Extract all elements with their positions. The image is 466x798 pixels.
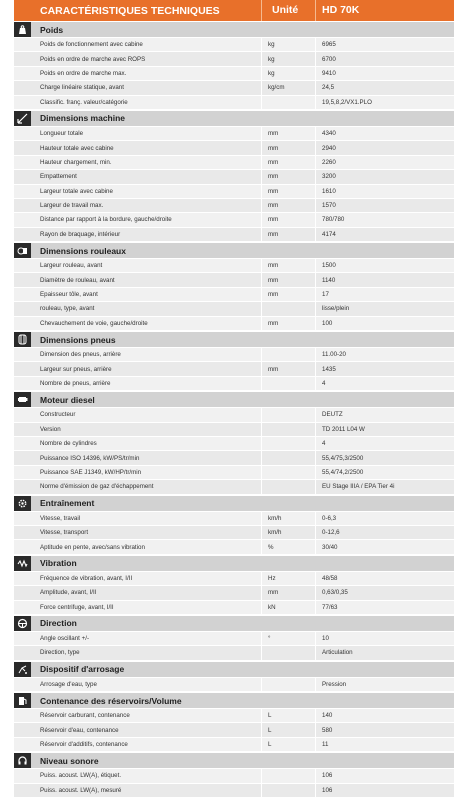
table-row (14, 228, 454, 242)
row-unit: L (261, 738, 315, 751)
row-unit: kN (261, 601, 315, 614)
section-dimensions-rouleaux (14, 242, 454, 259)
section-title: Niveau sonore (40, 755, 99, 766)
row-unit: mm (261, 273, 315, 286)
table-row (14, 784, 454, 798)
section-rows (14, 709, 454, 752)
row-value: Pression (315, 678, 454, 691)
section-rows (14, 572, 454, 615)
row-value: 9410 (315, 67, 454, 80)
row-unit: L (261, 723, 315, 736)
row-unit: kg (261, 52, 315, 65)
row-label: Angle oscillant +/- (40, 635, 90, 643)
row-value: 4 (315, 377, 454, 390)
table-row (14, 512, 454, 526)
row-value: 30/40 (315, 540, 454, 553)
table-row (14, 377, 454, 391)
row-label: Force centrifuge, avant, I/II (40, 603, 114, 611)
table-row (14, 156, 454, 170)
row-unit: kg/cm (261, 81, 315, 94)
row-value: 24,5 (315, 81, 454, 94)
row-value: 17 (315, 288, 454, 301)
table-row (14, 738, 454, 752)
row-value: 1570 (315, 199, 454, 212)
row-unit: km/h (261, 526, 315, 539)
table-row (14, 646, 454, 660)
row-unit (261, 408, 315, 421)
row-value: 1435 (315, 362, 454, 375)
row-unit: mm (261, 185, 315, 198)
row-unit: % (261, 540, 315, 553)
section-rows (14, 408, 454, 494)
table-row (14, 723, 454, 737)
row-value: 106 (315, 784, 454, 797)
row-value: 140 (315, 709, 454, 722)
row-label: Diamètre de rouleau, avant (40, 276, 115, 284)
row-value: 0-6,3 (315, 512, 454, 525)
row-unit (261, 377, 315, 390)
section-rows (14, 678, 454, 692)
row-value: 6965 (315, 38, 454, 51)
row-unit (261, 784, 315, 797)
section-moteur-diesel (14, 391, 454, 408)
section-title: Moteur diesel (40, 394, 95, 405)
row-value: 55,4/74,2/2500 (315, 466, 454, 479)
row-unit: mm (261, 213, 315, 226)
row-label: Puissance SAE J1349, kW/HP/tr/min (40, 468, 142, 476)
row-label: Empattement (40, 173, 77, 181)
row-unit: mm (261, 288, 315, 301)
row-unit: kg (261, 38, 315, 51)
section-title: Dimensions rouleaux (40, 245, 126, 256)
row-unit (261, 466, 315, 479)
table-row (14, 96, 454, 110)
section-rows (14, 348, 454, 391)
vibration-icon (14, 556, 31, 571)
row-label: Direction, type (40, 649, 80, 657)
table-row (14, 678, 454, 692)
row-label: rouleau, type, avant (40, 305, 95, 313)
row-value: 6700 (315, 52, 454, 65)
engine-icon (14, 392, 31, 407)
row-label: Puiss. acoust. LW(A), étiquet. (40, 772, 122, 780)
row-unit: mm (261, 141, 315, 154)
section-rows (14, 512, 454, 555)
row-label: Arrosage d'eau, type (40, 680, 97, 688)
row-unit: mm (261, 317, 315, 330)
row-unit: mm (261, 362, 315, 375)
table-row (14, 480, 454, 494)
gear-icon (14, 496, 31, 511)
row-value: 580 (315, 723, 454, 736)
section-dimensions-pneus (14, 331, 454, 348)
row-label: Largeur totale avec cabine (40, 187, 113, 195)
section-title: Direction (40, 618, 77, 629)
row-label: Hauteur chargement, min. (40, 158, 112, 166)
row-value: EU Stage IIIA / EPA Tier 4i (315, 480, 454, 493)
section-title: Vibration (40, 558, 77, 569)
row-label: Classific. franç. valeur/catégorie (40, 98, 128, 106)
row-label: Poids en ordre de marche avec ROPS (40, 55, 146, 63)
fuel-pump-icon (14, 693, 31, 708)
table-row (14, 273, 454, 287)
row-label: Vitesse, transport (40, 529, 89, 537)
steering-wheel-icon (14, 616, 31, 631)
section-title: Entraînement (40, 498, 95, 509)
row-label: Norme d'émission de gaz d'échappement (40, 483, 154, 491)
row-value: 19,5,8,2/VX1.PLO (315, 96, 454, 109)
table-row (14, 127, 454, 141)
ruler-icon (14, 111, 31, 126)
table-row (14, 81, 454, 95)
row-label: Largeur rouleau, avant (40, 262, 103, 270)
table-row (14, 67, 454, 81)
table-row (14, 288, 454, 302)
row-label: Aptitude en pente, avec/sans vibration (40, 543, 145, 551)
row-label: Fréquence de vibration, avant, I/II (40, 574, 133, 582)
row-label: Puiss. acoust. LW(A), mesuré (40, 786, 122, 794)
row-value: 10 (315, 632, 454, 645)
table-row (14, 317, 454, 331)
spec-sheet (14, 0, 454, 798)
section-entrainement (14, 495, 454, 512)
row-unit: mm (261, 259, 315, 272)
row-label: Hauteur totale avec cabine (40, 144, 114, 152)
row-value: 55,4/75,3/2500 (315, 451, 454, 464)
row-label: Puissance ISO 14396, kW/PS/tr/min (40, 454, 140, 462)
headphones-icon (14, 753, 31, 768)
table-row (14, 52, 454, 66)
section-dimensions-machine (14, 110, 454, 127)
row-value: 11 (315, 738, 454, 751)
table-row (14, 38, 454, 52)
row-value: DEUTZ (315, 408, 454, 421)
row-unit: mm (261, 127, 315, 140)
row-unit (261, 348, 315, 361)
row-unit (261, 96, 315, 109)
table-row (14, 632, 454, 646)
row-unit: mm (261, 228, 315, 241)
table-row (14, 540, 454, 554)
table-row (14, 572, 454, 586)
table-row (14, 526, 454, 540)
section-rows (14, 38, 454, 110)
row-unit: Hz (261, 572, 315, 585)
row-label: Version (40, 425, 61, 433)
table-row (14, 259, 454, 273)
row-label: Nombre de pneus, arrière (40, 380, 111, 387)
sections (14, 21, 454, 798)
row-unit: mm (261, 170, 315, 183)
row-unit: mm (261, 199, 315, 212)
row-label: Rayon de braquage, intérieur (40, 230, 121, 238)
section-niveau-sonore (14, 752, 454, 769)
row-value: 1140 (315, 273, 454, 286)
section-title: Dimensions machine (40, 113, 126, 124)
row-value: TD 2011 L04 W (315, 423, 454, 436)
table-row (14, 601, 454, 615)
header-label: CARACTÉRISTIQUES TECHNIQUES (40, 4, 220, 17)
row-value: 780/780 (315, 213, 454, 226)
row-label: Epaisseur tôle, avant (40, 291, 98, 299)
row-label: Poids en ordre de marche max. (40, 69, 127, 77)
row-value: 0,63/0,35 (315, 586, 454, 599)
row-label: Amplitude, avant, I/II (40, 589, 97, 597)
row-unit: kg (261, 67, 315, 80)
row-label: Distance par rapport à la bordure, gauche/droite (40, 216, 172, 224)
sprinkler-icon (14, 662, 31, 677)
row-value: 4 (315, 437, 454, 450)
row-value: 2260 (315, 156, 454, 169)
table-row (14, 185, 454, 199)
row-value: 2940 (315, 141, 454, 154)
section-vibration (14, 555, 454, 572)
table-row (14, 362, 454, 376)
drum-icon (14, 243, 31, 258)
row-unit (261, 423, 315, 436)
row-label: Nombre de cylindres (40, 440, 97, 448)
table-row (14, 423, 454, 437)
table-row (14, 213, 454, 227)
row-label: Vitesse, travail (40, 514, 81, 522)
section-rows (14, 769, 454, 798)
row-value: 1610 (315, 185, 454, 198)
row-label: Constructeur (40, 411, 76, 419)
row-value: lisse/plein (315, 302, 454, 315)
row-unit (261, 451, 315, 464)
section-title: Contenance des réservoirs/Volume (40, 695, 182, 706)
row-value: Articulation (315, 646, 454, 659)
table-row (14, 199, 454, 213)
row-value: 4340 (315, 127, 454, 140)
row-unit: L (261, 709, 315, 722)
section-rows (14, 259, 454, 331)
weight-icon (14, 22, 31, 37)
row-unit: km/h (261, 512, 315, 525)
section-reservoirs (14, 692, 454, 709)
table-row (14, 170, 454, 184)
row-unit: mm (261, 586, 315, 599)
table-header (14, 0, 454, 21)
row-label: Dimension des pneus, arrière (40, 351, 121, 359)
row-unit (261, 769, 315, 782)
row-unit (261, 437, 315, 450)
row-label: Largeur sur pneus, arrière (40, 365, 112, 373)
row-label: Réservoir carburant, contenance (40, 712, 130, 720)
section-title: Dispositif d'arrosage (40, 664, 125, 675)
row-label: Longueur totale (40, 130, 84, 138)
table-row (14, 408, 454, 422)
row-label: Poids de fonctionnement avec cabine (40, 41, 143, 49)
row-label: Largeur de travail max. (40, 202, 104, 210)
row-label: Réservoir d'eau, contenance (40, 726, 119, 734)
header-unit: Unité (261, 0, 315, 21)
row-value: 77/63 (315, 601, 454, 614)
row-value: 11.00-20 (315, 348, 454, 361)
table-row (14, 586, 454, 600)
tire-icon (14, 332, 31, 347)
table-row (14, 769, 454, 783)
table-row (14, 466, 454, 480)
row-value: 106 (315, 769, 454, 782)
row-unit (261, 302, 315, 315)
row-label: Charge linéaire statique, avant (40, 84, 124, 92)
row-value: 48/58 (315, 572, 454, 585)
section-rows (14, 127, 454, 242)
row-unit: ° (261, 632, 315, 645)
section-title: Dimensions pneus (40, 334, 116, 345)
section-poids (14, 21, 454, 38)
row-value: 4174 (315, 228, 454, 241)
table-row (14, 302, 454, 316)
row-value: 3200 (315, 170, 454, 183)
table-row (14, 437, 454, 451)
section-title: Poids (40, 24, 64, 35)
table-row (14, 451, 454, 465)
row-label: Réservoir d'additifs, contenance (40, 741, 128, 749)
section-rows (14, 632, 454, 661)
row-value: 0-12,6 (315, 526, 454, 539)
row-value: 1500 (315, 259, 454, 272)
table-row (14, 141, 454, 155)
header-model: HD 70K (315, 0, 454, 21)
table-row (14, 709, 454, 723)
table-row (14, 348, 454, 362)
row-unit (261, 480, 315, 493)
section-arrosage (14, 661, 454, 678)
row-unit (261, 678, 315, 691)
section-direction (14, 615, 454, 632)
row-value: 100 (315, 317, 454, 330)
row-unit (261, 646, 315, 659)
row-unit: mm (261, 156, 315, 169)
row-label: Chevauchement de voie, gauche/droite (40, 319, 148, 327)
